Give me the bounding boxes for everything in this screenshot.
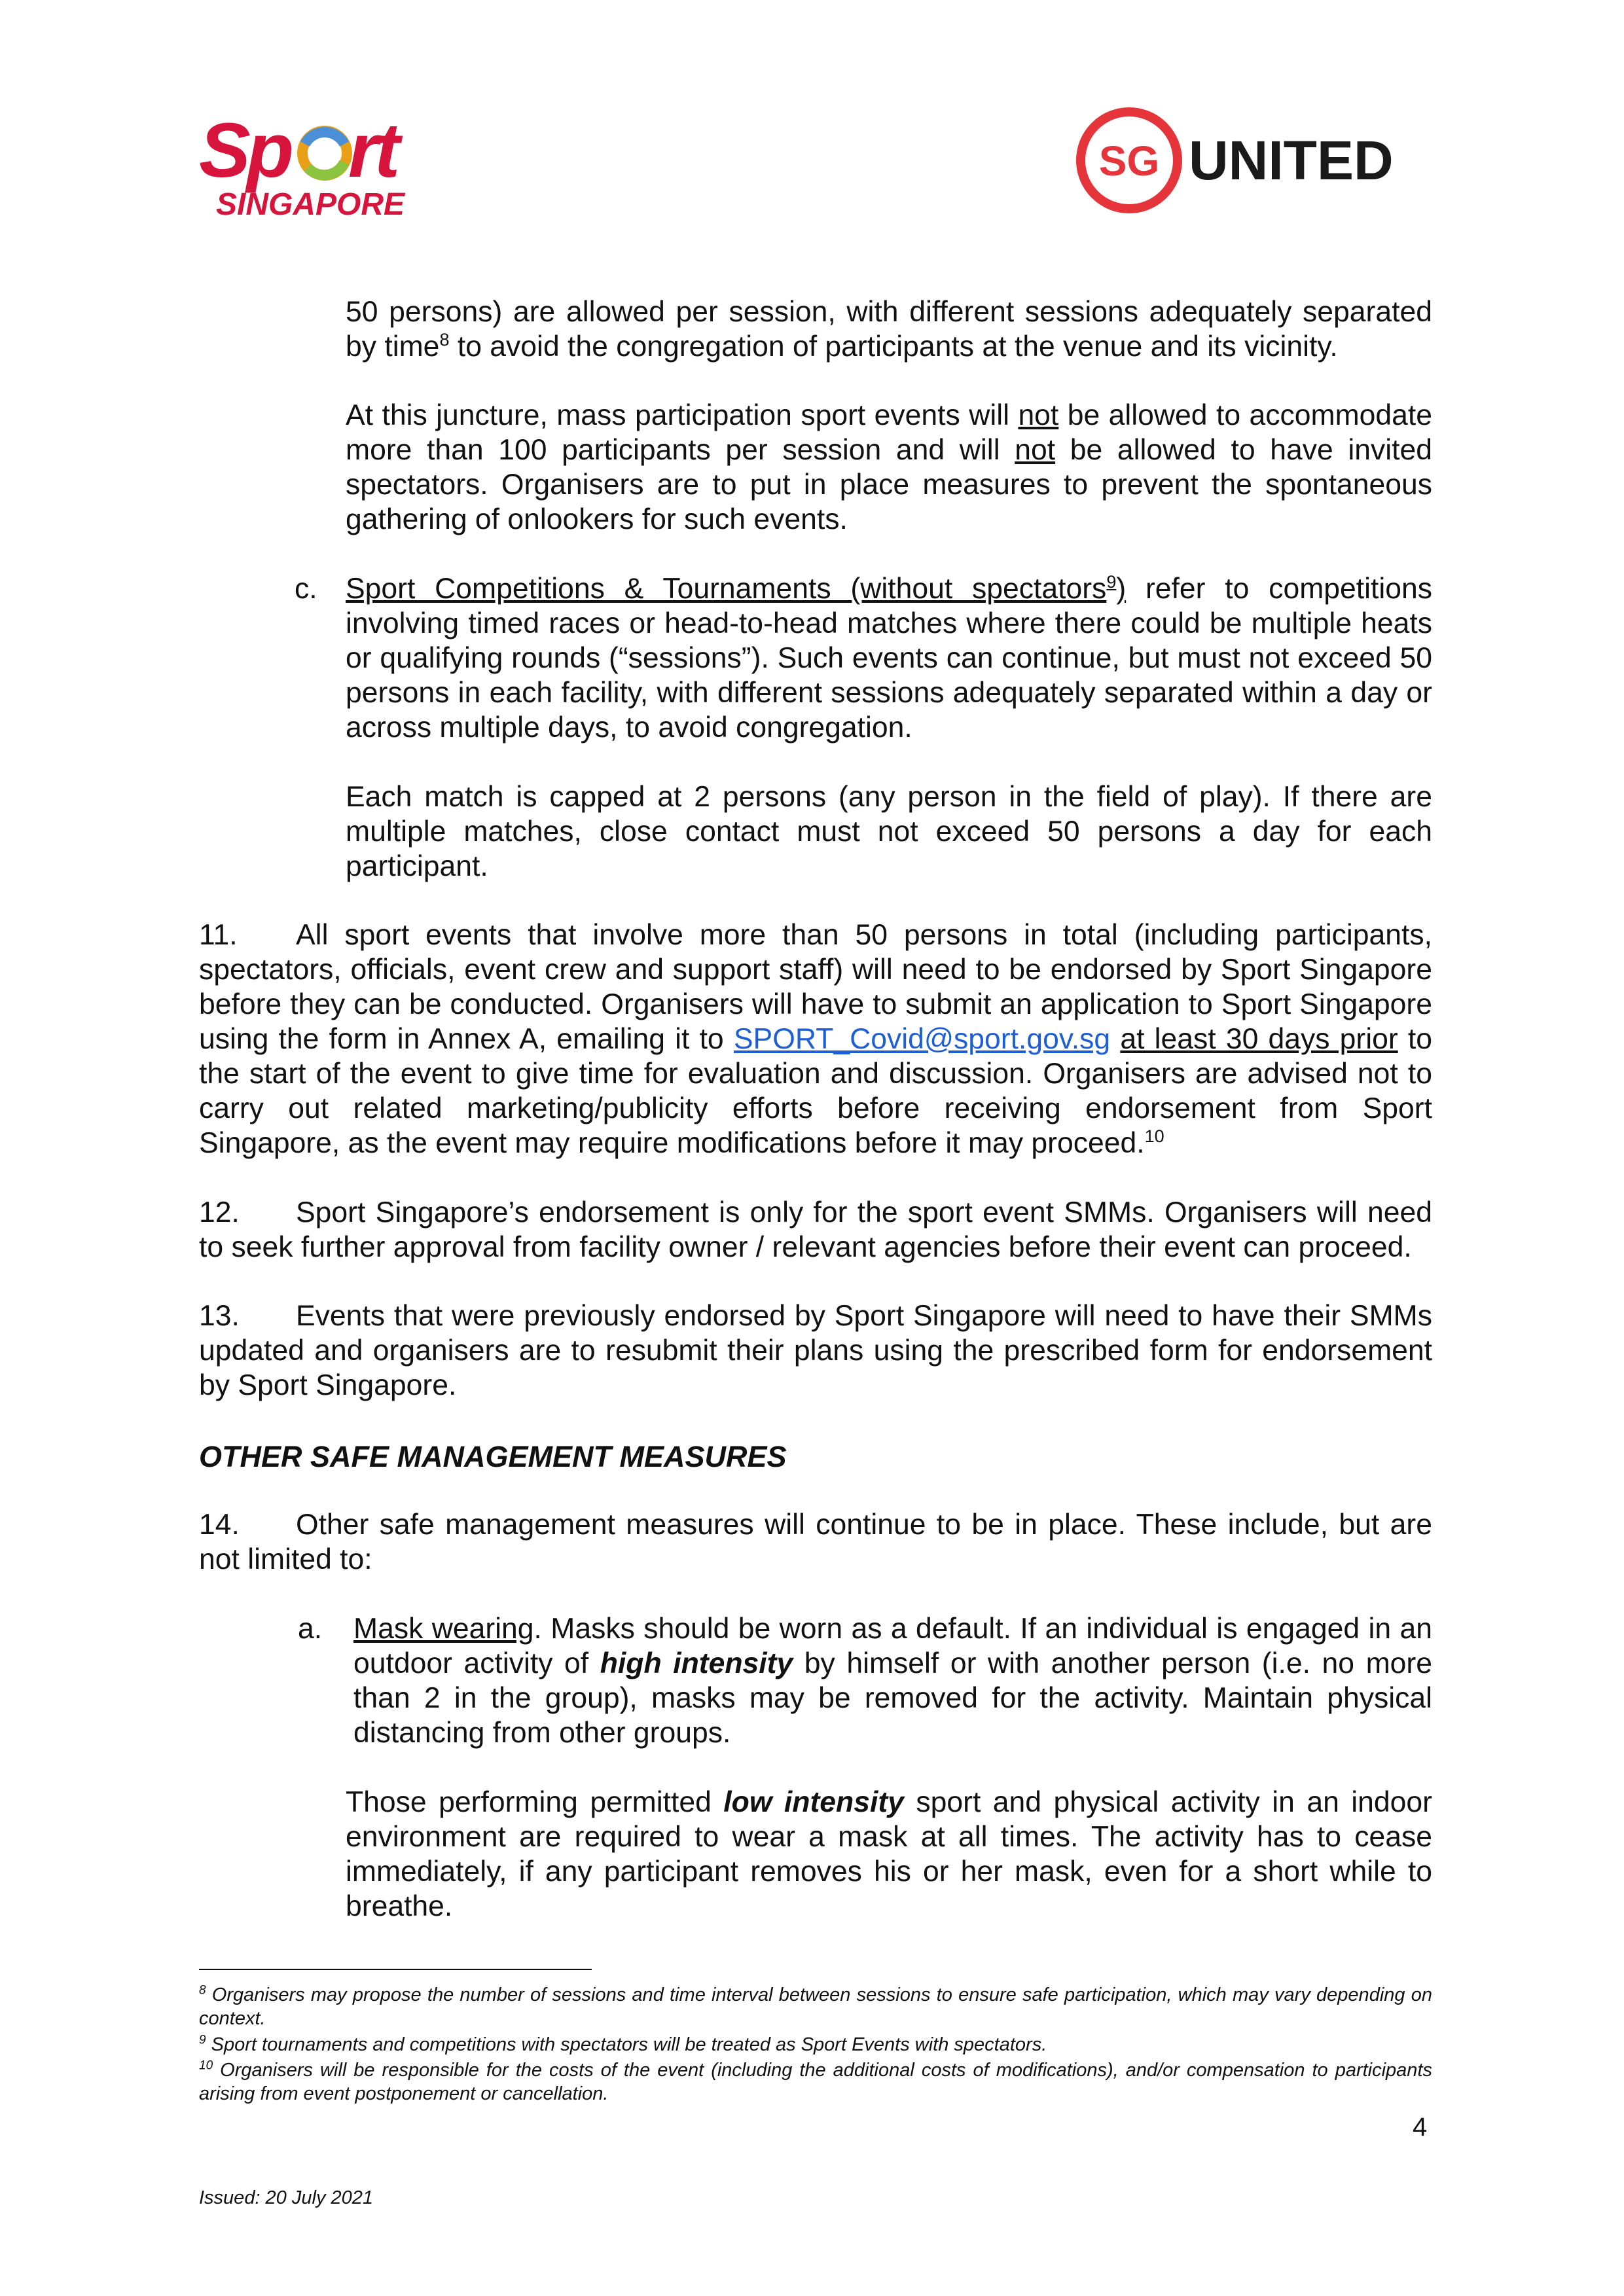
svg-text:rt: rt (348, 107, 397, 194)
paragraph-number: 14. (199, 1509, 240, 1541)
svg-text:SG: SG (1098, 137, 1160, 185)
item-a-mask-wearing: Mask wearing. Masks should be worn as a default. If an individual is engaged in an outdoor activity of high intensity by himself or with another person (i.e. no more than 2 in the group), masks may be removed for the activity. Maintain physical distancing from other groups. (353, 1613, 1432, 1749)
page-number: 4 (1413, 2113, 1428, 2142)
deadline-text: at least 30 days prior (1120, 1023, 1398, 1055)
footnote-8: $^8$ Organisers may propose the number of sessions and time interval between sessions to ensure safe participation, which may vary depending on context. (199, 1983, 1432, 2029)
paragraph-number: 13. (199, 1300, 240, 1332)
paragraph-12: 12. Sport Singapore’s endorsement is only for the sport event SMMs. Organisers will need to seek further approval from facility owner / relevant agencies before their event can proceed. (199, 1196, 1432, 1263)
sport-singapore-logo (196, 105, 445, 229)
svg-text:SINGAPORE: SINGAPORE (216, 187, 405, 222)
paragraph-13: 13. Events that were previously endorsed by Sport Singapore will need to have their SMMs updated and organisers are to resubmit their plans using the prescribed form for endorsement by Sport Singapore. (199, 1300, 1432, 1401)
section-heading: OTHER SAFE MANAGEMENT MEASURES (199, 1440, 787, 1473)
footnote-ref-8: 8 (439, 330, 450, 350)
item-c-competitions: Sport Competitions & Tournaments (without spectators$^9$) refer to competitions involving timed races or head-to-head matches where there could be multiple heats or qualifying rounds (“sessions”). Such events can continue, but must not exceed 50 persons in each facility, with different sessions adequately separated within a day or across multiple days, to avoid congregation. (346, 572, 1433, 744)
paragraph-number: 12. (199, 1196, 240, 1229)
email-link[interactable]: SPORT_Covid@sport.gov.sg (733, 1023, 1111, 1055)
svg-text:UNITED: UNITED (1189, 130, 1394, 191)
issued-date: Issued: 20 July 2021 (199, 2187, 374, 2208)
footnote-9: $^9$ Sport tournaments and competitions with spectators will be treated as Sport Events with spectators. (199, 2033, 1047, 2055)
footnote-separator (199, 1969, 592, 1970)
item-a-title: Mask wearing (353, 1613, 534, 1645)
footnote-ref-10: 10 (1144, 1126, 1164, 1147)
paragraph-14: 14. Other safe management measures will continue to be in place. These include, but are not limited to: (199, 1509, 1432, 1575)
paragraph-low-intensity: Those performing permitted low intensity sport and physical activity in an indoor environment are required to wear a mask at all times. The activity has to cease immediately, if any participant removes his or her mask, even for a short while to breathe. (346, 1786, 1432, 1922)
paragraph-match-cap: Each match is capped at 2 persons (any person in the field of play). If there are multiple matches, close contact must not exceed 50 persons a day for each participant. (346, 781, 1432, 882)
sport-logo-swirl-icon (302, 131, 347, 175)
sg-united-logo (1074, 105, 1427, 216)
paragraph-11: 11. All sport events that involve more than 50 persons in total (including participants, spectators, officials, event crew and support staff) will need to be endorsed by Sport Singapore before they can be conducted. Organisers will have to submit an application to Sport Singapore using the form in Annex A, emailing it to SPORT_Covid@sport.gov.sg at least 30 days prior to the start of the event to give time for evaluation and discussion. Organisers are advised not to carry out related marketing/publicity efforts before receiving endorsement from Sport Singapore, as the event may require modifications before it may proceed.$^{10}$ (199, 919, 1432, 1159)
list-marker-c: c. (295, 573, 317, 605)
paragraph-continued: 50 persons) are allowed per session, with different sessions adequately separated by time$^8$ to avoid the congregation of participants at the venue and its vicinity. (346, 296, 1432, 363)
item-c-title: Sport Competitions & Tournaments (without spectators (346, 573, 1107, 605)
paragraph-number: 11. (199, 919, 238, 951)
paragraph-mass-participation: At this juncture, mass participation sport events will not be allowed to accommodate more than 100 participants per session and will not be allowed to have invited spectators. Organisers are to put in place measures to prevent the spontaneous gathering of onlookers for such events. (346, 399, 1432, 535)
footnote-10: $^{10}$ Organisers will be responsible for the costs of the event (including the additional costs of modifications), and/or compensation to participants arising from event postponement or cancellation. (199, 2058, 1432, 2104)
list-marker-a: a. (298, 1613, 323, 1645)
footnote-ref-9: 9 (1106, 572, 1117, 592)
svg-text:Sp: Sp (199, 107, 290, 194)
